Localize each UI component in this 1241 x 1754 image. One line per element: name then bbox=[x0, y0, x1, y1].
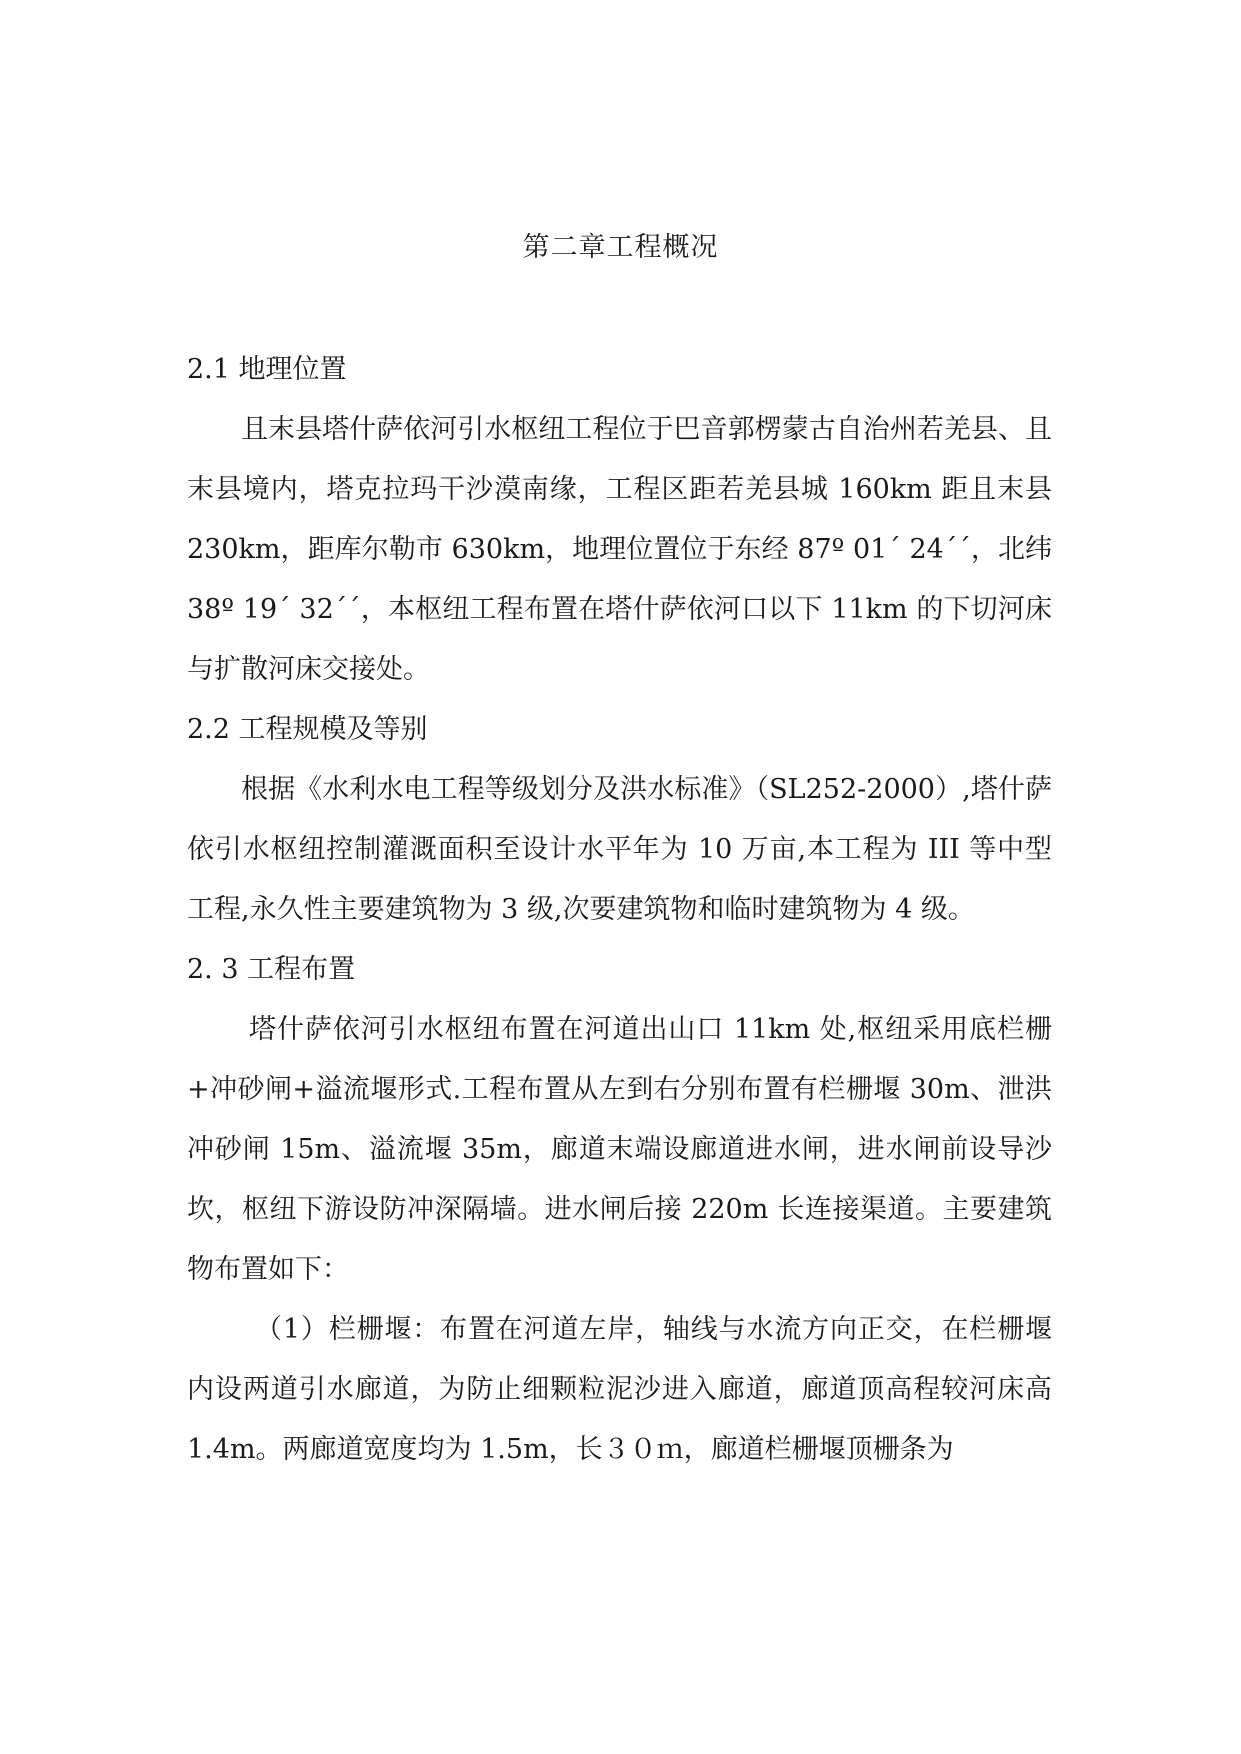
paragraph-geographic-location: 且末县塔什萨依河引水枢纽工程位于巴音郭楞蒙古自治州若羌县、且末县境内，塔克拉玛干沙漠南缘，工程区距若羌县城 160km 距且末县 230km，距库尔勒市 630km，地理位置位于东经 87º 01´ 24´´，北纬 38º 19´ 32´´，本枢纽工程布置在塔什萨依河口以下 11km 的下切河床与扩散河床交接处。 bbox=[187, 414, 1052, 685]
list-item-trash-rack-weir: （1）栏栅堰：布置在河道左岸，轴线与水流方向正交，在栏栅堰内设两道引水廊道，为防止细颗粒泥沙进入廊道，廊道顶高程较河床高 1.4m。两廊道宽度均为 1.5m，长３０ｍ，廊道栏栅堰顶栅条为 bbox=[187, 1314, 1052, 1465]
paragraph-layout: 塔什萨依河引水枢纽布置在河道出山口 11km 处,枢纽采用底栏栅+冲砂闸+溢流堰形式.工程布置从左到右分别布置有栏栅堰 30m、泄洪冲砂闸 15m、溢流堰 35m，廊道末端设廊道进水闸，进水闸前设导沙坎，枢纽下游设防冲深隔墙。进水闸后接 220m 长连接渠道。主要建筑物布置如下： bbox=[187, 1014, 1052, 1285]
section-heading-scale-and-grade: 2.2 工程规模及等别 bbox=[187, 714, 428, 745]
chapter-title: 第二章工程概况 bbox=[522, 232, 719, 263]
section-heading-geographic-location: 2.1 地理位置 bbox=[187, 354, 347, 385]
section-heading-layout: 2. 3 工程布置 bbox=[187, 954, 356, 985]
document-body bbox=[187, 340, 1052, 1480]
paragraph-scale-and-grade: 根据《水利水电工程等级划分及洪水标准》（SL252-2000）,塔什萨依引水枢纽控制灌溉面积至设计水平年为 10 万亩,本工程为 III 等中型工程,永久性主要建筑物为 3 级,次要建筑物和临时建筑物为 4 级。 bbox=[187, 774, 1052, 925]
